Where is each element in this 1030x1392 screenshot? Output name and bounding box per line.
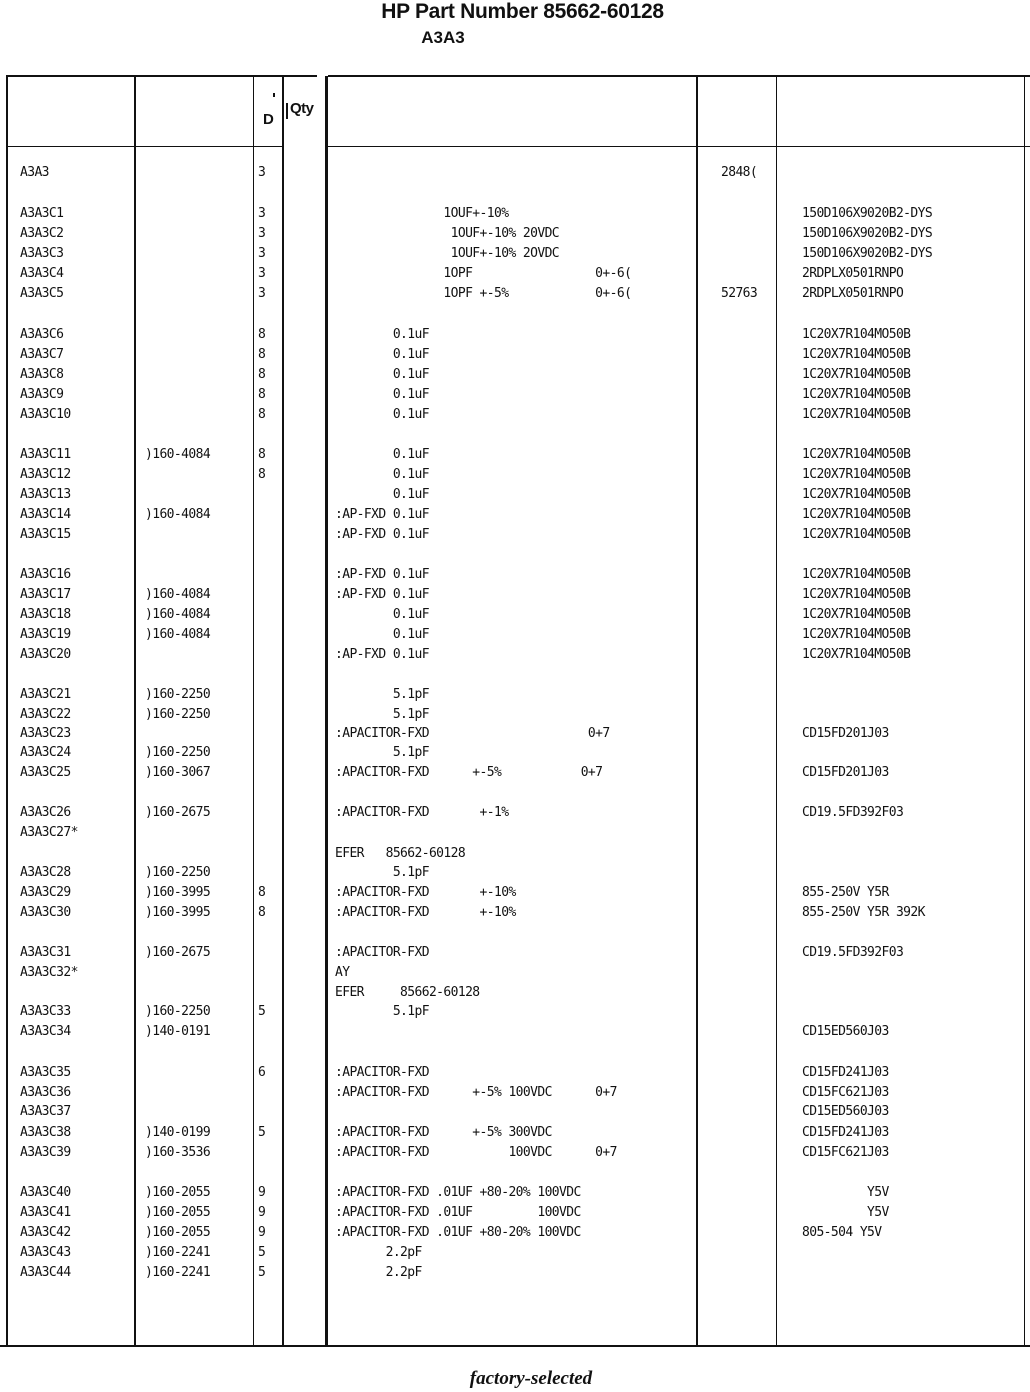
description-cell: 5.1pF bbox=[335, 707, 429, 722]
mfr-part-number-cell: 1C20X7R104MO50B bbox=[802, 507, 911, 522]
ref-designator-cell: A3A3C7 bbox=[20, 347, 64, 362]
description-cell: EFER 85662-60128 bbox=[335, 846, 466, 861]
description-cell: :APACITOR-FXD +-5% 100VDC 0+7 bbox=[335, 1085, 617, 1100]
mfr-part-number-cell: CD15FC621J03 bbox=[802, 1145, 889, 1160]
page-title: HP Part Number 85662-60128 bbox=[381, 0, 664, 23]
ref-designator-cell: A3A3C38 bbox=[20, 1125, 71, 1140]
ref-designator-cell: A3A3C8 bbox=[20, 367, 64, 382]
check-digit-cell: 8 bbox=[258, 905, 266, 920]
column-header-qty: Qty bbox=[290, 100, 314, 117]
mfr-part-number-cell: CD15FD241J03 bbox=[802, 1065, 889, 1080]
description-cell: 0.1uF bbox=[335, 447, 429, 462]
description-cell: :AP-FXD 0.1uF bbox=[335, 647, 429, 662]
check-digit-cell: 8 bbox=[258, 347, 266, 362]
check-digit-cell: 8 bbox=[258, 387, 266, 402]
mfr-part-number-cell: 1C20X7R104MO50B bbox=[802, 467, 911, 482]
mfr-part-number-cell: 1C20X7R104MO50B bbox=[802, 447, 911, 462]
mfr-part-number-cell: 855-250V Y5R bbox=[802, 885, 889, 900]
header-separator-right bbox=[328, 146, 1030, 147]
check-digit-cell: 8 bbox=[258, 327, 266, 342]
check-digit-cell: 8 bbox=[258, 367, 266, 382]
description-cell: 1OUF+-10% 2OVDC bbox=[335, 246, 560, 261]
part-number-cell: )160-3995 bbox=[145, 905, 211, 920]
ref-designator-cell: A3A3C37 bbox=[20, 1104, 71, 1119]
mfr-part-number-cell: 1C20X7R104MO50B bbox=[802, 487, 911, 502]
ref-designator-cell: A3A3C32* bbox=[20, 965, 78, 980]
check-digit-cell: 5 bbox=[258, 1245, 266, 1260]
header-tick bbox=[273, 93, 275, 97]
ref-designator-cell: A3A3C36 bbox=[20, 1085, 71, 1100]
part-number-cell: )160-4084 bbox=[145, 607, 211, 622]
mfr-part-number-cell: CD19.5FD392F03 bbox=[802, 945, 904, 960]
check-digit-cell: 9 bbox=[258, 1205, 266, 1220]
check-digit-cell: 8 bbox=[258, 885, 266, 900]
part-number-cell: )160-3536 bbox=[145, 1145, 211, 1160]
column-divider-3 bbox=[282, 76, 284, 1346]
check-digit-cell: 6 bbox=[258, 1065, 266, 1080]
description-cell: 0.1uF bbox=[335, 627, 429, 642]
part-number-cell: )160-4084 bbox=[145, 587, 211, 602]
description-cell: 0.1uF bbox=[335, 407, 429, 422]
ref-designator-cell: A3A3C6 bbox=[20, 327, 64, 342]
part-number-cell: )160-2250 bbox=[145, 865, 211, 880]
table-top-border-right bbox=[328, 75, 1030, 77]
ref-designator-cell: A3A3C27* bbox=[20, 825, 78, 840]
description-cell: 0.1uF bbox=[335, 607, 429, 622]
part-number-cell: )160-4084 bbox=[145, 627, 211, 642]
part-number-cell: )160-2250 bbox=[145, 707, 211, 722]
check-digit-cell: 8 bbox=[258, 407, 266, 422]
description-cell: 5.1pF bbox=[335, 1004, 429, 1019]
description-cell: 1OUF+-10% 20VDC bbox=[335, 226, 560, 241]
part-number-cell: )160-2055 bbox=[145, 1185, 211, 1200]
check-digit-cell: 8 bbox=[258, 447, 266, 462]
ref-designator-cell: A3A3C30 bbox=[20, 905, 71, 920]
part-number-cell: )160-2055 bbox=[145, 1225, 211, 1240]
mfr-part-number-cell: 2RDPLX0501RNPO bbox=[802, 286, 904, 301]
ref-designator-cell: A3A3C23 bbox=[20, 726, 71, 741]
mfr-part-number-cell: 1C20X7R104MO50B bbox=[802, 387, 911, 402]
description-cell: :APACITOR-FXD +-10% bbox=[335, 885, 516, 900]
ref-designator-cell: A3A3C10 bbox=[20, 407, 71, 422]
check-digit-cell: 3 bbox=[258, 206, 266, 221]
description-cell: 5.1pF bbox=[335, 865, 429, 880]
ref-designator-cell: A3A3C15 bbox=[20, 527, 71, 542]
mfr-part-number-cell: 1C20X7R104MO50B bbox=[802, 367, 911, 382]
part-number-cell: )140-0191 bbox=[145, 1024, 211, 1039]
ref-designator-cell: A3A3C22 bbox=[20, 707, 71, 722]
part-number-cell: )160-2250 bbox=[145, 687, 211, 702]
description-cell: 5.1pF bbox=[335, 687, 429, 702]
description-cell: :APACITOR-FXD +-10% bbox=[335, 905, 516, 920]
ref-designator-cell: A3A3C18 bbox=[20, 607, 71, 622]
ref-designator-cell: A3A3C4 bbox=[20, 266, 64, 281]
column-divider-2 bbox=[253, 76, 254, 1346]
mfr-part-number-cell: CD15FD201J03 bbox=[802, 765, 889, 780]
description-cell: 1OPF +-5% 0+-6( bbox=[335, 286, 632, 301]
description-cell: :APACITOR-FXD .01UF +80-20% 100VDC bbox=[335, 1225, 581, 1240]
mfr-part-number-cell: 1C20X7R104MO50B bbox=[802, 407, 911, 422]
part-number-cell: )160-3995 bbox=[145, 885, 211, 900]
part-number-cell: )160-4084 bbox=[145, 507, 211, 522]
description-cell: 0.1uF bbox=[335, 367, 429, 382]
description-cell: :AP-FXD 0.1uF bbox=[335, 567, 429, 582]
check-digit-cell: 8 bbox=[258, 467, 266, 482]
ref-designator-cell: A3A3C9 bbox=[20, 387, 64, 402]
ref-designator-cell: A3A3C29 bbox=[20, 885, 71, 900]
ref-designator-cell: A3A3C13 bbox=[20, 487, 71, 502]
part-number-cell: )160-3067 bbox=[145, 765, 211, 780]
description-cell: 0.1uF bbox=[335, 327, 429, 342]
mfr-part-number-cell: 2RDPLX0501RNPO bbox=[802, 266, 904, 281]
footnote: factory-selected bbox=[469, 1368, 593, 1389]
mfr-part-number-cell: CD15FC621J03 bbox=[802, 1085, 889, 1100]
column-header-d: D bbox=[263, 111, 274, 128]
mfr-part-number-cell: 1C20X7R104MO50B bbox=[802, 607, 911, 622]
description-cell: :APACITOR-FXD bbox=[335, 1065, 429, 1080]
description-cell: 0.1uF bbox=[335, 387, 429, 402]
check-digit-cell: 5 bbox=[258, 1125, 266, 1140]
mfr-part-number-cell: CD15FD201J03 bbox=[802, 726, 889, 741]
description-cell: 5.1pF bbox=[335, 745, 429, 760]
description-cell: AY bbox=[335, 965, 350, 980]
mfr-code-cell: 52763 bbox=[721, 286, 758, 301]
column-divider-6 bbox=[776, 76, 777, 1346]
ref-designator-cell: A3A3C1 bbox=[20, 206, 64, 221]
ref-designator-cell: A3A3C21 bbox=[20, 687, 71, 702]
ref-designator-cell: A3A3C40 bbox=[20, 1185, 71, 1200]
table-bottom-border bbox=[0, 1345, 1030, 1347]
description-cell: :APACITOR-FXD bbox=[335, 945, 429, 960]
ref-designator-cell: A3A3C24 bbox=[20, 745, 71, 760]
description-cell: :AP-FXD 0.1uF bbox=[335, 507, 429, 522]
ref-designator-cell: A3A3C20 bbox=[20, 647, 71, 662]
description-cell: :APACITOR-FXD +-5% 0+7 bbox=[335, 765, 603, 780]
description-cell: 0.1uF bbox=[335, 467, 429, 482]
check-digit-cell: 9 bbox=[258, 1225, 266, 1240]
part-number-cell: )160-2250 bbox=[145, 1004, 211, 1019]
column-divider-4 bbox=[325, 76, 328, 1346]
assembly-subtitle: A3A3 bbox=[421, 28, 465, 47]
description-cell: :APACITOR-FXD .01UF +80-20% 100VDC bbox=[335, 1185, 581, 1200]
column-divider-5 bbox=[696, 76, 698, 1346]
check-digit-cell: 5 bbox=[258, 1265, 266, 1280]
description-cell: 2.2pF bbox=[335, 1265, 422, 1280]
mfr-part-number-cell: Y5V bbox=[802, 1205, 889, 1220]
part-number-cell: )160-2675 bbox=[145, 805, 211, 820]
ref-designator-cell: A3A3C2 bbox=[20, 226, 64, 241]
ref-designator-cell: A3A3C14 bbox=[20, 507, 71, 522]
check-digit-cell: 5 bbox=[258, 1004, 266, 1019]
description-cell: :APACITOR-FXD 0+7 bbox=[335, 726, 610, 741]
mfr-part-number-cell: CD15FD241J03 bbox=[802, 1125, 889, 1140]
ref-designator-cell: A3A3C34 bbox=[20, 1024, 71, 1039]
table-left-border bbox=[6, 75, 8, 1347]
mfr-part-number-cell: Y5V bbox=[802, 1185, 889, 1200]
description-cell: 1OPF 0+-6( bbox=[335, 266, 632, 281]
column-divider-7 bbox=[1024, 76, 1025, 1346]
part-number-cell: )160-2241 bbox=[145, 1265, 211, 1280]
part-number-cell: )160-2250 bbox=[145, 745, 211, 760]
description-cell: :APACITOR-FXD .01UF 100VDC bbox=[335, 1205, 581, 1220]
header-tick-bar bbox=[286, 103, 288, 119]
check-digit-cell: 3 bbox=[258, 246, 266, 261]
mfr-part-number-cell: CD19.5FD392F03 bbox=[802, 805, 904, 820]
ref-designator-cell: A3A3C33 bbox=[20, 1004, 71, 1019]
ref-designator-cell: A3A3C26 bbox=[20, 805, 71, 820]
column-divider-1 bbox=[134, 76, 136, 1346]
mfr-part-number-cell: 150D106X9020B2-DYS bbox=[802, 226, 933, 241]
ref-designator-cell: A3A3C43 bbox=[20, 1245, 71, 1260]
description-cell: :AP-FXD 0.1uF bbox=[335, 527, 429, 542]
mfr-part-number-cell: 805-504 Y5V bbox=[802, 1225, 882, 1240]
ref-designator-cell: A3A3C31 bbox=[20, 945, 71, 960]
ref-designator-cell: A3A3C16 bbox=[20, 567, 71, 582]
mfr-part-number-cell: 1C20X7R104MO50B bbox=[802, 647, 911, 662]
ref-designator-cell: A3A3C3 bbox=[20, 246, 64, 261]
header-separator-left bbox=[6, 146, 284, 147]
ref-designator-cell: A3A3C35 bbox=[20, 1065, 71, 1080]
ref-designator-cell: A3A3C28 bbox=[20, 865, 71, 880]
mfr-part-number-cell: 1C20X7R104MO50B bbox=[802, 347, 911, 362]
description-cell: :APACITOR-FXD +-5% 300VDC bbox=[335, 1125, 552, 1140]
ref-designator-cell: A3A3C42 bbox=[20, 1225, 71, 1240]
check-digit-cell: 3 bbox=[258, 226, 266, 241]
ref-designator-cell: A3A3C11 bbox=[20, 447, 71, 462]
ref-designator-cell: A3A3C12 bbox=[20, 467, 71, 482]
mfr-part-number-cell: 1C20X7R104MO50B bbox=[802, 567, 911, 582]
ref-designator-cell: A3A3C19 bbox=[20, 627, 71, 642]
ref-designator-cell: A3A3C41 bbox=[20, 1205, 71, 1220]
description-cell: 2.2pF bbox=[335, 1245, 422, 1260]
mfr-part-number-cell: 1C20X7R104MO50B bbox=[802, 527, 911, 542]
ref-designator-cell: A3A3C5 bbox=[20, 286, 64, 301]
description-cell: :AP-FXD 0.1uF bbox=[335, 587, 429, 602]
mfr-part-number-cell: 855-250V Y5R 392K bbox=[802, 905, 925, 920]
ref-designator-cell: A3A3C44 bbox=[20, 1265, 71, 1280]
description-cell: EFER 85662-60128 bbox=[335, 985, 480, 1000]
description-cell: :APACITOR-FXD +-1% bbox=[335, 805, 509, 820]
description-cell: 1OUF+-10% bbox=[335, 206, 509, 221]
mfr-code-cell: 2848( bbox=[721, 165, 758, 180]
check-digit-cell: 3 bbox=[258, 286, 266, 301]
mfr-part-number-cell: 150D106X9020B2-DYS bbox=[802, 206, 933, 221]
ref-designator-cell: A3A3C39 bbox=[20, 1145, 71, 1160]
mfr-part-number-cell: CD15ED560J03 bbox=[802, 1024, 889, 1039]
mfr-part-number-cell: 150D106X9020B2-DYS bbox=[802, 246, 933, 261]
part-number-cell: )140-0199 bbox=[145, 1125, 211, 1140]
check-digit-cell: 3 bbox=[258, 165, 266, 180]
part-number-cell: )160-2055 bbox=[145, 1205, 211, 1220]
description-cell: :APACITOR-FXD 100VDC 0+7 bbox=[335, 1145, 617, 1160]
description-cell: 0.1uF bbox=[335, 487, 429, 502]
description-cell: 0.1uF bbox=[335, 347, 429, 362]
check-digit-cell: 9 bbox=[258, 1185, 266, 1200]
check-digit-cell: 3 bbox=[258, 266, 266, 281]
ref-designator-cell: A3A3C17 bbox=[20, 587, 71, 602]
part-number-cell: )160-2241 bbox=[145, 1245, 211, 1260]
mfr-part-number-cell: 1C20X7R104MO50B bbox=[802, 587, 911, 602]
table-top-border-left bbox=[6, 75, 317, 77]
mfr-part-number-cell: 1C20X7R104MO50B bbox=[802, 327, 911, 342]
mfr-part-number-cell: 1C20X7R104MO50B bbox=[802, 627, 911, 642]
part-number-cell: )160-2675 bbox=[145, 945, 211, 960]
ref-designator-cell: A3A3C25 bbox=[20, 765, 71, 780]
part-number-cell: )160-4084 bbox=[145, 447, 211, 462]
ref-designator-cell: A3A3 bbox=[20, 165, 49, 180]
mfr-part-number-cell: CD15ED560J03 bbox=[802, 1104, 889, 1119]
